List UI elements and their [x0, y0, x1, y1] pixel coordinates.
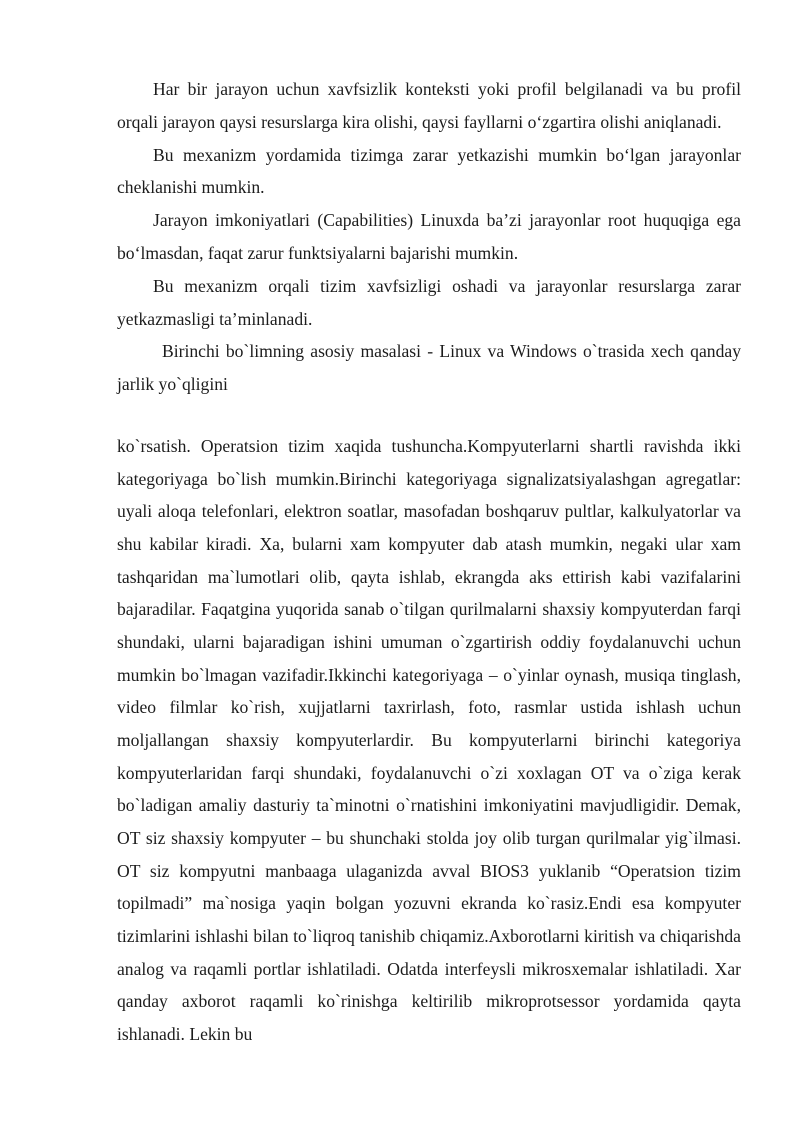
paragraph-mechanism-limit: Bu mexanizm yordamida tizimga zarar yetkazishi mumkin bo‘lgan jarayonlar cheklanishi mumkin.	[117, 144, 741, 198]
paragraph-section-goal: Birinchi bo`limning asosiy masalasi - Linux va Windows o`trasida xech qanday jarlik yo`qligini	[117, 341, 741, 395]
paragraph-capabilities: Jarayon imkoniyatlari (Capabilities) Linuxda ba’zi jarayonlar root huquqiga ega bo‘lmasdan, faqat zarur funktsiyalarni bajarishi mumkin.	[117, 210, 741, 263]
paragraph-operating-system: ko`rsatish. Operatsion tizim xaqida tushuncha.Kompyuterlarni shartli ravishda ikki kategoriyaga bo`lish mumkin.Birinchi kategoriyaga signalizatsiyalashgan agregatlar: uyali aloqa telefonlari, elektron soatlar, masofadan boshqaruv pultlar, kalkulyatorlar va shu kabilar kiradi. Xa, bularni xam kompyuter dab atash mumkin, negaki ular xam tashqaridan ma`lumotlari olib, qayta ishlab, ekrangda aks ettirish kabi vazifalarini bajaradilar. Faqatgina yuqorida sanab o`tilgan qurilmalarni shaxsiy kompyuterdan farqi shundaki, ularni bajaradigan ishini umuman o`zgartirish oddiy foydalanuvchi uchun mumkin bo`lmagan vazifadir.Ikkinchi kategoriyaga – o`yinlar oynash, musiqa tinglash, video filmlar ko`rish, xujjatlarni taxrirlash, foto, rasmlar ustida ishlash uchun moljallangan shaxsiy kompyuterlardir. Bu kompyuterlarni birinchi kategoriya kompyuterlaridan farqi shundaki, foydalanuvchi o`zi xoxlagan OT va o`ziga kerak bo`ladigan amaliy dasturiy ta`minotni o`rnatishini imkoniyatini mavjudligidir. Demak, OT siz shaxsiy kompyuter – bu shunchaki stolda joy olib turgan qurilmalar yig`ilmasi. OT siz kompyutni manbaaga ulaganizda avval BIOS3 yuklanib “Operatsion tizim topilmadi” ma`nosiga yaqin bolgan yozuvni ekranda ko`rasiz.Endi esa kompyuter tizimlarini ishlashi bilan to`liqroq tanishib chiqamiz.Axborotlarni kiritish va chiqarishda analog va raqamli portlar ishlatiladi. Odatda interfeysli mikrosxemalar ishlatiladi. Xar qanday axborot raqamli ko`rinishga keltirilib mikroprotsessor yordamida qayta ishlanadi. Lekin bu	[117, 436, 741, 1044]
text-block-top	[117, 73, 741, 401]
paragraph-security-context: Har bir jarayon uchun xavfsizlik konteksti yoki profil belgilanadi va bu profil orqali jarayon qaysi resurslarga kira olishi, qaysi fayllarni o‘zgartira olishi aniqlanadi.	[117, 79, 741, 132]
paragraph-security-increase: Bu mexanizm orqali tizim xavfsizligi oshadi va jarayonlar resurslarga zarar yetkazmasligi ta’minlanadi.	[117, 275, 741, 329]
text-block-main	[117, 430, 741, 1050]
